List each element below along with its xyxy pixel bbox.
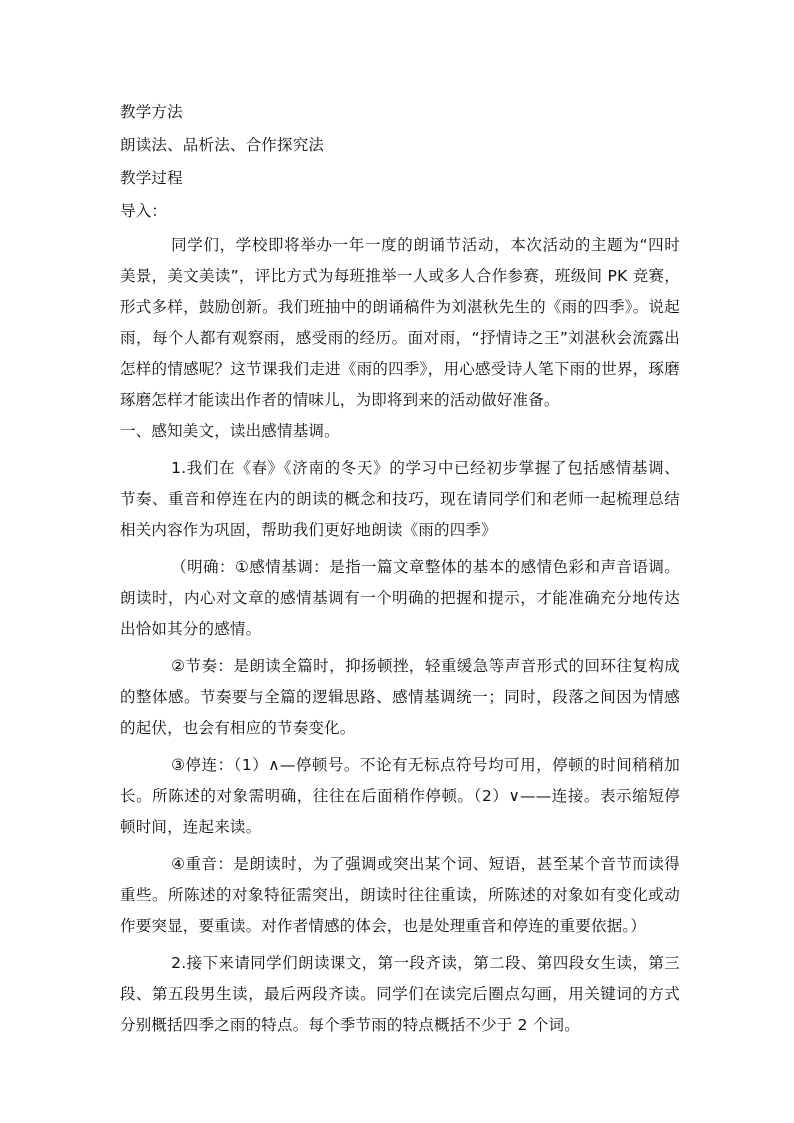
intro-paragraph: 同学们，学校即将举办一年一度的朗诵节活动，本次活动的主题为“四时美景，美文美读”，评比方式为每班推举一人或多人合作参赛，班级间 PK 竞赛，形式多样，鼓励创新。我们班抽中的朗诵稿件为刘湛秋先生的《雨的四季》。说起雨，每个人都有观察雨，感受雨的经历。面对雨，“抒情诗之王”刘湛秋会流露出怎样的情感呢？这节课我们走进《雨的四季》，用心感受诗人笔下雨的世界，琢磨琢磨怎样才能读出作者的情味儿，为即将到来的活动做好准备。 (120, 236, 680, 409)
methods-list: 朗读法、品析法、合作探究法 (120, 136, 325, 154)
clarify-stress: ④重音：是朗读时，为了强调或突出某个词、短语，甚至某个音节而读得重些。所陈述的对象特征需突出，朗读时往往重读，所陈述的对象如有变化或动作要突显，要重读。对作者情感的体会，也是处理重音和停连的重要依据。） (120, 855, 680, 935)
intro-label: 导入： (120, 202, 168, 220)
step1-paragraph: 1.我们在《春》《济南的冬天》的学习中已经初步掌握了包括感情基调、节奏、重音和停连在内的朗读的概念和技巧，现在请同学们和老师一起梳理总结相关内容作为巩固，帮助我们更好地朗读《雨的四季》 (120, 459, 680, 539)
process-title: 教学过程 (120, 169, 183, 187)
document-page (120, 96, 680, 1041)
clarify-rhythm: ②节奏：是朗读全篇时，抑扬顿挫，轻重缓急等声音形式的回环往复构成的整体感。节奏要与全篇的逻辑思路、感情基调统一；同时，段落之间因为情感的起伏，也会有相应的节奏变化。 (120, 657, 680, 737)
section1-title: 一、感知美文，读出感情基调。 (120, 422, 340, 440)
clarify-pause-link: ③停连：（1）∧—停顿号。不论有无标点符号均可用，停顿的时间稍稍加长。所陈述的对象需明确，往往在后面稍作停顿。（2）∨——连接。表示缩短停顿时间，连起来读。 (120, 756, 680, 836)
method-title: 教学方法 (120, 103, 183, 121)
step2-paragraph: 2.接下来请同学们朗读课文，第一段齐读，第二段、第四段女生读，第三段、第五段男生读，最后两段齐读。同学们在读完后圈点勾画，用关键词的方式分别概括四季之雨的特点。每个季节雨的特点概括不少于 2 个词。 (120, 954, 680, 1034)
clarify-emotion-tone: （明确：①感情基调：是指一篇文章整体的基本的感情色彩和声音语调。朗读时，内心对文章的感情基调有一个明确的把握和提示，才能准确充分地传达出恰如其分的感情。 (120, 558, 680, 638)
